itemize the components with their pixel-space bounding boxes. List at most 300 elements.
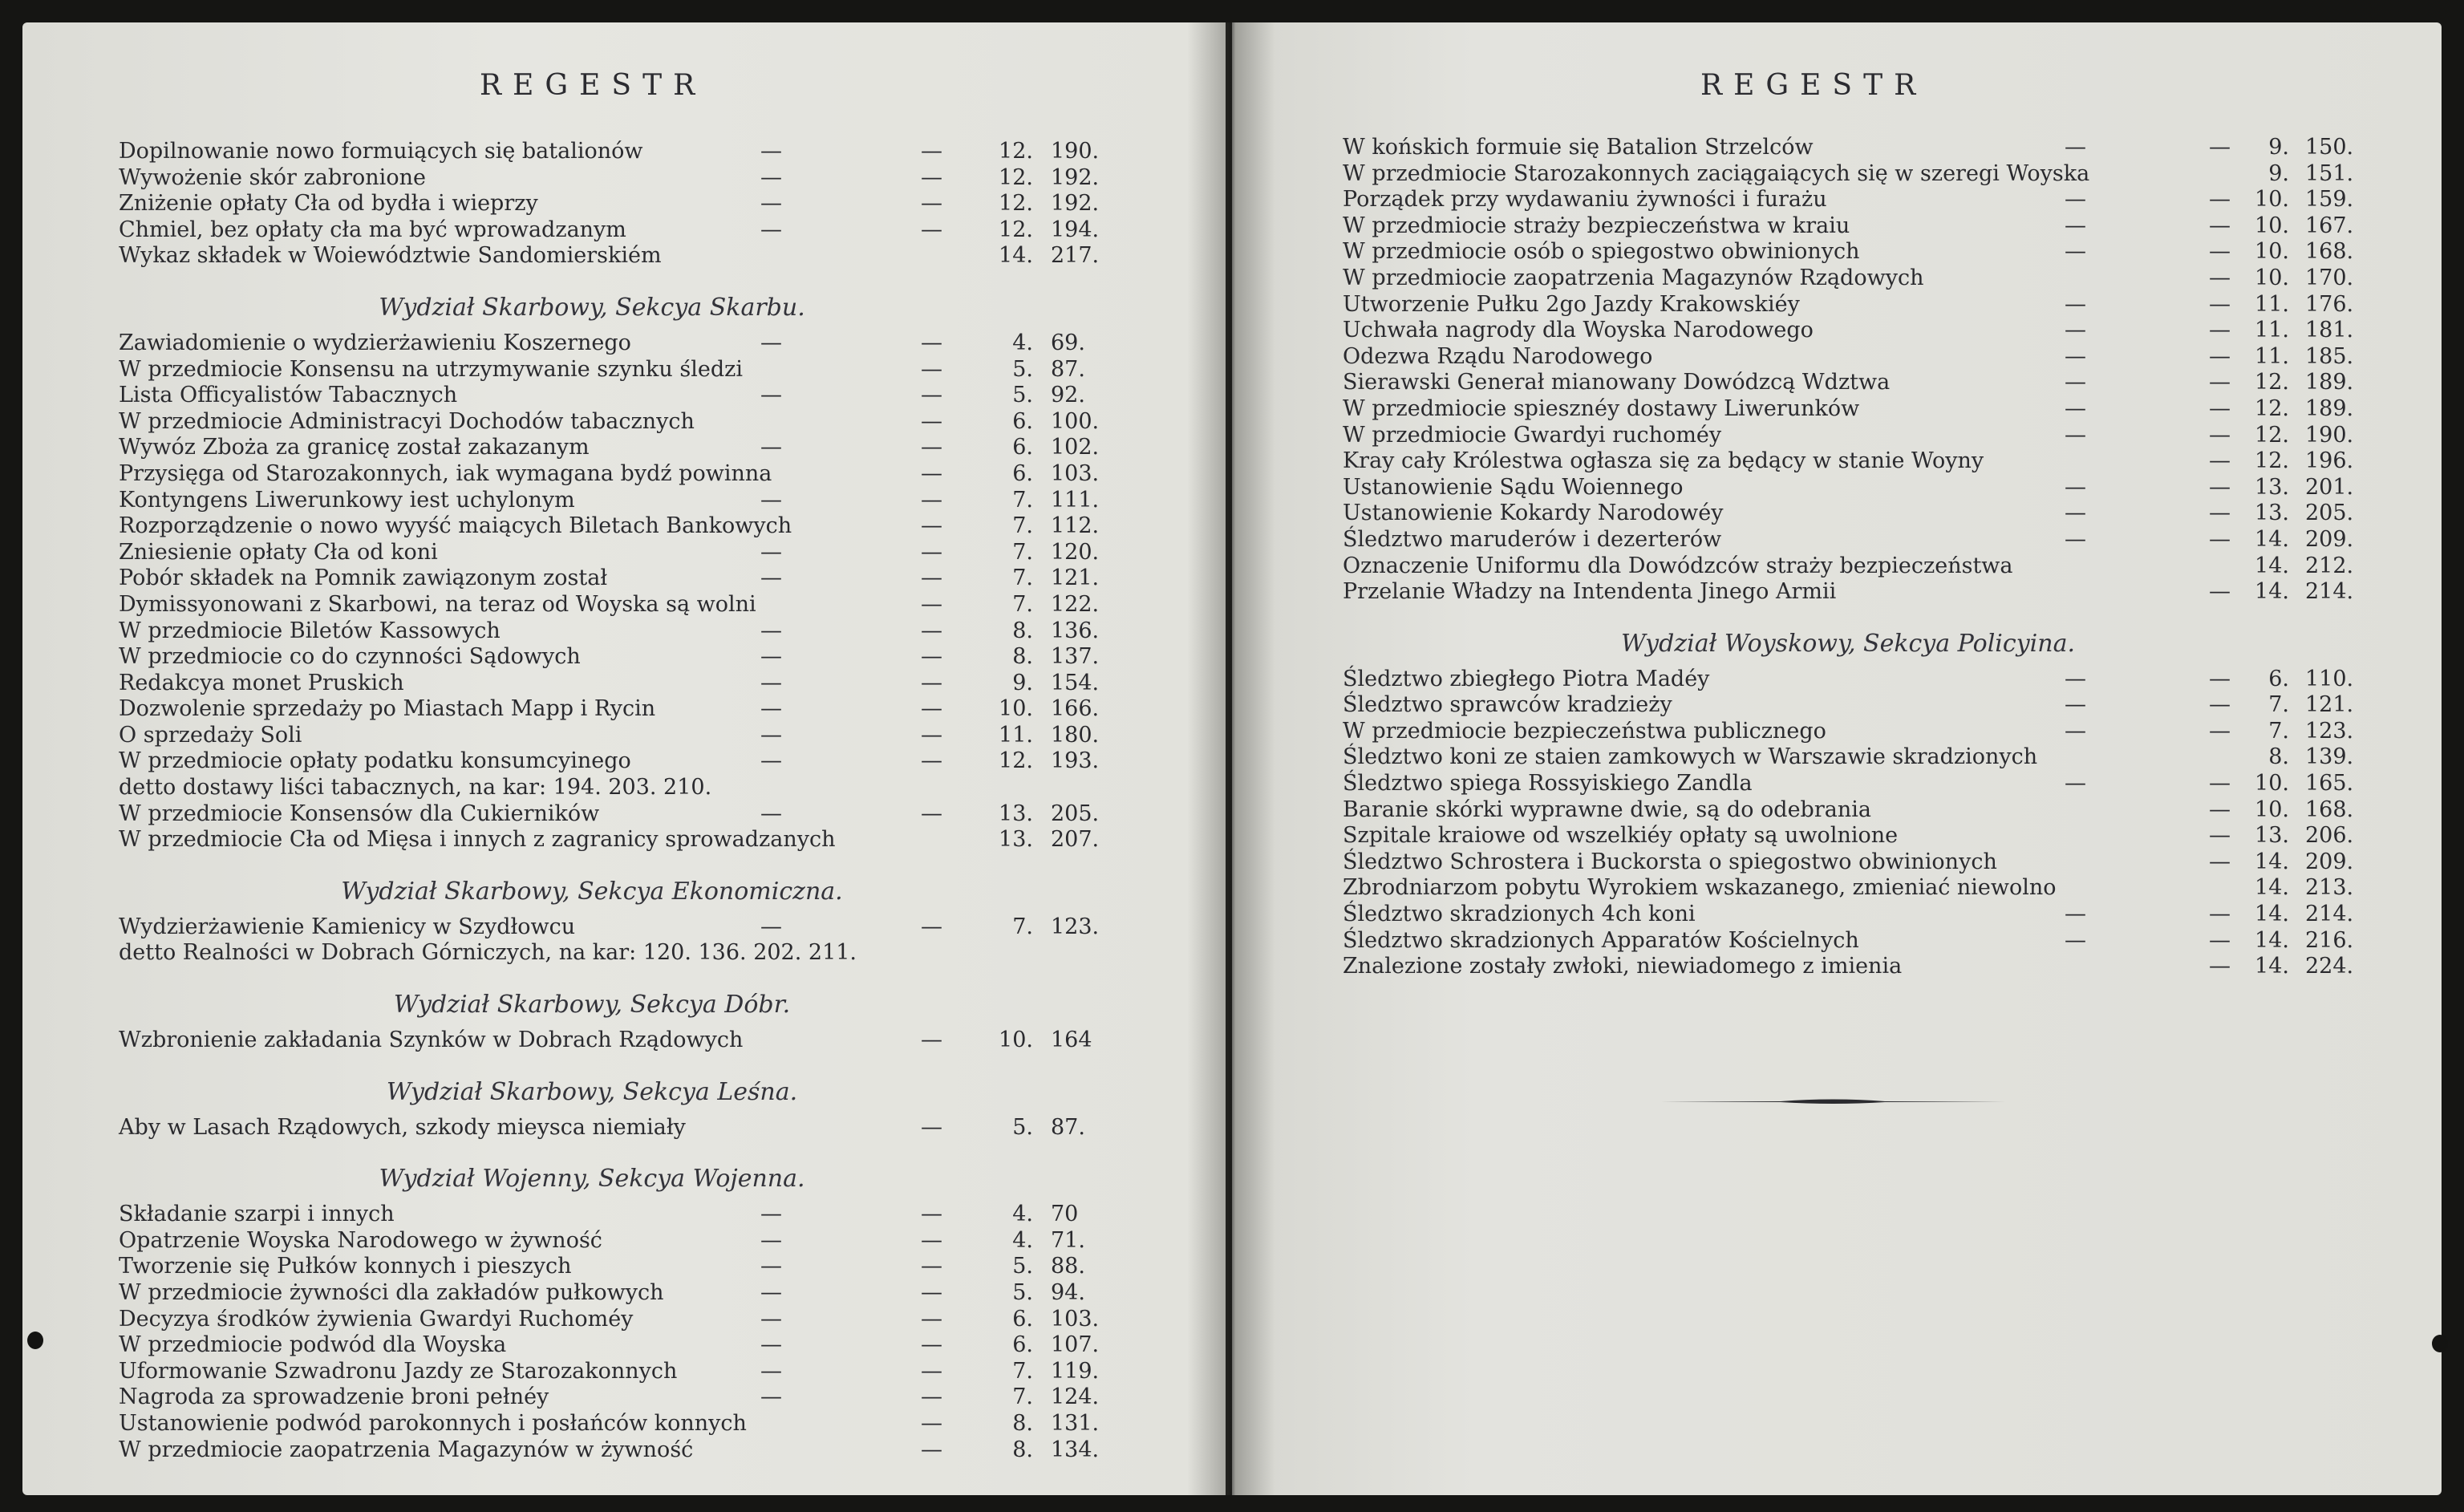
binding-hole [27, 1332, 43, 1349]
index-entry [119, 940, 1129, 967]
entry-title: W przedmiocie Starozakonnych zaciągaiących się w szeregi Woyska [1343, 160, 2090, 186]
index-entry [1343, 797, 2377, 824]
entry-title: Śledztwo zbiegłego Piotra Madéy [1343, 666, 1710, 691]
end-ornament-rule [1660, 1098, 2005, 1105]
page-number: 224. [2305, 954, 2354, 979]
index-entry [1343, 344, 2377, 371]
leader-dash: — [760, 1202, 782, 1227]
issue-number: 10. [2255, 187, 2289, 213]
entry-title: Śledztwo maruderów i dezerterów [1343, 526, 1722, 552]
entry-title: Zbrodniarzom pobytu Wyrokiem wskazanego, zmieniać niewolno [1343, 875, 2057, 901]
leader-dash: — [2209, 343, 2231, 369]
index-entry [119, 565, 1129, 592]
index-entry [119, 748, 1129, 775]
index-entry [119, 1202, 1129, 1228]
page-number: 120. [1051, 539, 1100, 565]
page-number: 185. [2305, 343, 2354, 369]
page-number: 205. [2305, 501, 2354, 526]
entry-title: W przedmiocie zaopatrzenia Magazynów Rządowych [1343, 265, 1924, 290]
issue-number: 12. [999, 217, 1033, 242]
entry-title: Baranie skórki wyprawne dwie, są do odebrania [1343, 797, 1871, 822]
issue-number: 5. [1012, 383, 1033, 408]
leader-dash: — [2209, 187, 2231, 213]
page-number: 134. [1051, 1437, 1100, 1462]
leader-dash: — [2209, 954, 2231, 979]
entry-title: detto Realności w Dobrach Górniczych, na kar: 120. 136. 202. 211. [119, 940, 857, 966]
index-entry [1343, 954, 2377, 980]
index-entry [1343, 161, 2377, 188]
page-number: 69. [1051, 330, 1085, 355]
entry-title: W przedmiocie podwód dla Woyska [119, 1332, 507, 1358]
leader-dash: — [921, 696, 942, 722]
entry-title: Chmiel, bez opłaty cła ma być wprowadzanym [119, 217, 626, 242]
issue-number: 12. [2255, 370, 2289, 395]
leader-dash: — [760, 644, 782, 670]
page-number: 111. [1051, 487, 1100, 513]
entry-title: W przedmiocie straży bezpieczeństwa w kraiu [1343, 213, 1850, 238]
issue-number: 14. [2255, 553, 2289, 578]
issue-number: 7. [1012, 1384, 1033, 1410]
leader-dash: — [921, 460, 942, 486]
page-number: 70 [1051, 1202, 1079, 1227]
section-heading: Wydział Skarbowy, Sekcya Leśna. [386, 1077, 798, 1106]
entry-title: Dozwolenie sprzedaży po Miastach Mapp i Rycin [119, 696, 656, 722]
page-number: 110. [2305, 666, 2354, 691]
page-number: 207. [1051, 827, 1100, 853]
entry-title: Wzbronienie zakładania Szynków w Dobrach Rządowych [119, 1028, 744, 1053]
right-page [1232, 22, 2442, 1495]
issue-number: 10. [2255, 265, 2289, 290]
issue-number: 7. [1012, 565, 1033, 591]
page-number: 205. [1051, 801, 1100, 826]
page-number: 100. [1051, 408, 1100, 434]
leader-dash: — [921, 487, 942, 513]
index-entry [1343, 396, 2377, 423]
leader-dash: — [921, 618, 942, 643]
page-number: 209. [2305, 526, 2354, 552]
entry-title: Kontyngens Liwerunkowy iest uchylonym [119, 487, 575, 513]
leader-dash: — [2209, 501, 2231, 526]
page-number: 107. [1051, 1332, 1100, 1358]
entry-title: Pobór składek na Pomnik zawiązonym został [119, 565, 608, 591]
page-number: 192. [1051, 191, 1100, 217]
issue-number: 11. [2255, 343, 2289, 369]
issue-number: 12. [2255, 422, 2289, 448]
entry-title: W przedmiocie żywności dla zakładów pułkowych [119, 1280, 664, 1305]
page-number: 214. [2305, 579, 2354, 605]
leader-dash: — [921, 330, 942, 355]
index-entry [1343, 902, 2377, 928]
page-number: 137. [1051, 644, 1100, 670]
entry-title: Opatrzenie Woyska Narodowego w żywność [119, 1227, 602, 1253]
leader-dash: — [760, 487, 782, 513]
leader-dash: — [760, 1280, 782, 1305]
leader-dash: — [760, 1227, 782, 1253]
index-entry [119, 1384, 1129, 1411]
page-number: 88. [1051, 1254, 1085, 1279]
left-page [22, 22, 1226, 1495]
issue-number: 13. [999, 801, 1033, 826]
page-number: 170. [2305, 265, 2354, 290]
leader-dash: — [921, 801, 942, 826]
index-entry [1343, 875, 2377, 902]
entry-title: Decyzya środków żywienia Gwardyi Ruchoméy [119, 1306, 634, 1332]
index-entry [119, 1028, 1129, 1054]
index-entry [119, 357, 1129, 383]
page-number: 209. [2305, 849, 2354, 874]
issue-number: 4. [1012, 330, 1033, 355]
entry-title: Śledztwo skradzionych 4ch koni [1343, 902, 1696, 927]
issue-number: 6. [1012, 408, 1033, 434]
index-entry [119, 1307, 1129, 1333]
page-number: 123. [2305, 718, 2354, 744]
leader-dash: — [2065, 692, 2086, 718]
leader-dash: — [2209, 422, 2231, 448]
index-entry [1343, 928, 2377, 955]
leader-dash: — [760, 722, 782, 748]
entry-title: Redakcya monet Pruskich [119, 670, 404, 695]
index-entry [1343, 527, 2377, 553]
page-number: 168. [2305, 239, 2354, 265]
entry-title: Wydzierżawienie Kamienicy w Szydłowcu [119, 914, 576, 939]
leader-dash: — [2065, 395, 2086, 421]
leader-dash: — [921, 139, 942, 164]
entry-title: Utworzenie Pułku 2go Jazdy Krakowskiéy [1343, 291, 1800, 317]
leader-dash: — [760, 435, 782, 460]
leader-dash: — [921, 1114, 942, 1140]
entry-title: Tworzenie się Pułków konnych i pieszych [119, 1254, 572, 1279]
entry-title: W przedmiocie co do czynności Sądowych [119, 644, 581, 670]
issue-number: 8. [1012, 1437, 1033, 1462]
entry-title: Dopilnowanie nowo formuiących się batalionów [119, 139, 643, 164]
group-spacer [119, 270, 1129, 286]
index-entry [1343, 213, 2377, 240]
leader-dash: — [2209, 579, 2231, 605]
index-entry [1343, 667, 2377, 693]
entry-title: W przedmiocie Cła od Mięsa i innych z zagranicy sprowadzanych [119, 827, 836, 853]
index-entry [119, 1228, 1129, 1255]
index-entry [119, 139, 1129, 165]
page-number: 151. [2305, 160, 2354, 186]
index-entry [119, 723, 1129, 749]
page-number: 164 [1051, 1028, 1092, 1053]
entry-title: Śledztwo koni ze staien zamkowych w Warszawie skradzionych [1343, 744, 2038, 770]
entry-title: Aby w Lasach Rządowych, szkody mieysca niemiały [119, 1114, 686, 1140]
leader-dash: — [2065, 474, 2086, 500]
issue-number: 6. [2268, 666, 2289, 691]
index-entry [119, 383, 1129, 409]
page-number: 216. [2305, 927, 2354, 953]
leader-dash: — [760, 217, 782, 242]
index-entry [119, 1411, 1129, 1437]
section-heading: Wydział Skarbowy, Sekcya Skarbu. [379, 293, 805, 322]
issue-number: 11. [999, 722, 1033, 748]
entry-title: Wywożenie skór zabronione [119, 164, 426, 190]
leader-dash: — [921, 383, 942, 408]
leader-dash: — [760, 670, 782, 695]
entry-title: Nagroda za sprowadzenie broni pełnéy [119, 1384, 549, 1410]
leader-dash: — [2065, 370, 2086, 395]
page-number: 192. [1051, 164, 1100, 190]
entry-title: Przelanie Władzy na Intendenta Jinego Armii [1343, 579, 1837, 605]
leader-dash: — [760, 383, 782, 408]
leader-dash: — [2209, 666, 2231, 691]
issue-number: 8. [2268, 744, 2289, 770]
entry-title: W przedmiocie Administracyi Dochodów tabacznych [119, 408, 695, 434]
entry-title: Wykaz składek w Woiewództwie Sandomierskiém [119, 243, 662, 269]
page-number: 102. [1051, 435, 1100, 460]
leader-dash: — [921, 356, 942, 382]
leader-dash: — [2065, 135, 2086, 160]
issue-number: 6. [1012, 1332, 1033, 1358]
index-entry [1343, 553, 2377, 580]
leader-dash: — [2065, 318, 2086, 343]
index-entry [119, 696, 1129, 723]
page-number: 92. [1051, 383, 1085, 408]
page-number: 112. [1051, 513, 1100, 539]
issue-number: 7. [2268, 718, 2289, 744]
index-entry [119, 801, 1129, 828]
issue-number: 14. [2255, 954, 2289, 979]
entry-title: Sierawski Generał mianowany Dowódzcą Wdztwa [1343, 370, 1891, 395]
issue-number: 13. [2255, 501, 2289, 526]
issue-number: 14. [2255, 902, 2289, 927]
entry-title: Znalezione zostały zwłoki, niewiadomego z imienia [1343, 954, 1903, 979]
issue-number: 5. [1012, 1280, 1033, 1305]
issue-number: 10. [2255, 797, 2289, 822]
page-number: 190. [2305, 422, 2354, 448]
entry-title: W przedmiocie spiesznéy dostawy Liwerunków [1343, 395, 1860, 421]
leader-dash: — [921, 191, 942, 217]
entry-title: Śledztwo sprawców kradzieży [1343, 692, 1672, 718]
leader-dash: — [2209, 797, 2231, 822]
index-entry [1343, 744, 2377, 771]
leader-dash: — [921, 565, 942, 591]
leader-dash: — [760, 1358, 782, 1384]
index-entry [1343, 823, 2377, 849]
leader-dash: — [2209, 526, 2231, 552]
issue-number: 8. [1012, 1410, 1033, 1436]
leader-dash: — [921, 1410, 942, 1436]
page-number: 159. [2305, 187, 2354, 213]
page-number: 131. [1051, 1410, 1100, 1436]
leader-dash: — [921, 164, 942, 190]
section-heading: Wydział Wojenny, Sekcya Wojenna. [379, 1165, 805, 1194]
leader-dash: — [2209, 474, 2231, 500]
leader-dash: — [2209, 265, 2231, 290]
page-number: 193. [1051, 748, 1100, 774]
page-number: 94. [1051, 1280, 1085, 1305]
entry-title: W przedmiocie bezpieczeństwa publicznego [1343, 718, 1826, 744]
index-entry [119, 217, 1129, 244]
issue-number: 5. [1012, 1114, 1033, 1140]
page-number: 206. [2305, 823, 2354, 849]
leader-dash: — [2209, 318, 2231, 343]
group-spacer [119, 1141, 1129, 1157]
page-number: 103. [1051, 460, 1100, 486]
index-entry [119, 618, 1129, 645]
group-spacer [119, 967, 1129, 983]
page-number: 136. [1051, 618, 1100, 643]
leader-dash: — [921, 1227, 942, 1253]
leader-dash: — [2065, 213, 2086, 238]
index-entry [119, 592, 1129, 618]
binding-hole [2432, 1335, 2448, 1352]
leader-dash: — [760, 1254, 782, 1279]
page-number: 213. [2305, 875, 2354, 901]
entry-title: Dymissyonowani z Skarbowi, na teraz od Woyska są wolni [119, 591, 756, 617]
index-entry [1343, 266, 2377, 292]
page-number: 167. [2305, 213, 2354, 238]
leader-dash: — [2209, 448, 2231, 474]
leader-dash: — [2209, 135, 2231, 160]
entry-title: W przedmiocie Konsensów dla Cukierników [119, 801, 600, 826]
issue-number: 13. [2255, 474, 2289, 500]
page-number: 201. [2305, 474, 2354, 500]
leader-dash: — [921, 1202, 942, 1227]
page-number: 87. [1051, 356, 1085, 382]
leader-dash: — [921, 670, 942, 695]
index-entry [119, 540, 1129, 566]
index-entry [119, 1115, 1129, 1141]
issue-number: 13. [2255, 823, 2289, 849]
index-entry [1343, 501, 2377, 527]
issue-number: 14. [2255, 579, 2289, 605]
right-index-column [1343, 135, 2377, 980]
entry-title: W przedmiocie osób o spiegostwo obwinionych [1343, 239, 1860, 265]
page-number: 121. [2305, 692, 2354, 718]
index-entry [1343, 370, 2377, 396]
entry-title: W przedmiocie Biletów Kassowych [119, 618, 500, 643]
leader-dash: — [2209, 927, 2231, 953]
index-entry [119, 1332, 1129, 1359]
entry-title: Składanie szarpi i innych [119, 1202, 395, 1227]
issue-number: 12. [2255, 448, 2289, 474]
issue-number: 7. [1012, 487, 1033, 513]
entry-title: W przedmiocie Gwardyi ruchoméy [1343, 422, 1722, 448]
page-number: 176. [2305, 291, 2354, 317]
leader-dash: — [2209, 213, 2231, 238]
index-entry [119, 409, 1129, 436]
issue-number: 7. [1012, 513, 1033, 539]
issue-number: 10. [2255, 771, 2289, 797]
leader-dash: — [2209, 239, 2231, 265]
section-heading: Wydział Woyskowy, Sekcya Policyina. [1620, 629, 2075, 658]
index-entry [119, 827, 1129, 853]
leader-dash: — [2065, 927, 2086, 953]
issue-number: 14. [999, 243, 1033, 269]
entry-title: Zawiadomienie o wydzierżawieniu Koszernego [119, 330, 631, 355]
index-entry [119, 330, 1129, 357]
entry-title: Śledztwo skradzionych Apparatów Kościelnych [1343, 927, 1859, 953]
page-number: 181. [2305, 318, 2354, 343]
entry-title: Ustanowienie Sądu Woiennego [1343, 474, 1684, 500]
entry-title: detto dostawy liści tabacznych, na kar: 194. 203. 210. [119, 775, 712, 801]
entry-title: Szpitale kraiowe od wszelkiéy opłaty są uwolnione [1343, 823, 1899, 849]
page-number: 139. [2305, 744, 2354, 770]
entry-title: Wywóz Zboża za granicę został zakazanym [119, 435, 590, 460]
entry-title: Uchwała nagrody dla Woyska Narodowego [1343, 318, 1814, 343]
index-entry [1343, 423, 2377, 449]
leader-dash: — [760, 696, 782, 722]
index-entry [119, 671, 1129, 697]
leader-dash: — [760, 139, 782, 164]
leader-dash: — [760, 330, 782, 355]
left-index-column [119, 139, 1129, 1463]
page-number: 71. [1051, 1227, 1085, 1253]
issue-number: 12. [999, 139, 1033, 164]
leader-dash: — [2065, 187, 2086, 213]
index-entry [1343, 579, 2377, 606]
leader-dash: — [760, 1332, 782, 1358]
leader-dash: — [2209, 370, 2231, 395]
page-number: 180. [1051, 722, 1100, 748]
issue-number: 5. [1012, 1254, 1033, 1279]
group-spacer [1343, 606, 2377, 622]
entry-title: Ustanowienie Kokardy Narodowéy [1343, 501, 1724, 526]
section-heading: Wydział Skarbowy, Sekcya Ekonomiczna. [341, 877, 843, 906]
issue-number: 8. [1012, 644, 1033, 670]
leader-dash: — [2065, 902, 2086, 927]
index-entry [119, 1254, 1129, 1280]
leader-dash: — [2209, 692, 2231, 718]
page-number: 214. [2305, 902, 2354, 927]
leader-dash: — [2065, 501, 2086, 526]
leader-dash: — [2065, 291, 2086, 317]
page-number: 119. [1051, 1358, 1100, 1384]
index-entry [1343, 771, 2377, 797]
page-number: 194. [1051, 217, 1100, 242]
index-entry [1343, 849, 2377, 876]
issue-number: 6. [1012, 435, 1033, 460]
issue-number: 7. [1012, 539, 1033, 565]
index-entry [1343, 187, 2377, 213]
leader-dash: — [921, 1254, 942, 1279]
leader-dash: — [921, 748, 942, 774]
leader-dash: — [2209, 902, 2231, 927]
leader-dash: — [2209, 395, 2231, 421]
index-entry [119, 513, 1129, 540]
issue-number: 6. [1012, 460, 1033, 486]
entry-title: Zniżenie opłaty Cła od bydła i wieprzy [119, 191, 538, 217]
entry-title: Śledztwo Schrostera i Buckorsta o spiegostwo obwinionych [1343, 849, 1997, 874]
leader-dash: — [921, 1437, 942, 1462]
page-number: 166. [1051, 696, 1100, 722]
page-number: 196. [2305, 448, 2354, 474]
issue-number: 13. [999, 827, 1033, 853]
entry-title: O sprzedaży Soli [119, 722, 302, 748]
index-entry [119, 488, 1129, 514]
entry-title: Porządek przy wydawaniu żywności i furażu [1343, 187, 1827, 213]
entry-title: Zniesienie opłaty Cła od koni [119, 539, 438, 565]
index-entry [119, 165, 1129, 192]
entry-title: Oznaczenie Uniformu dla Dowódzców straży bezpieczeństwa [1343, 553, 2013, 578]
issue-number: 7. [1012, 914, 1033, 939]
index-entry [119, 914, 1129, 941]
group-spacer [119, 1054, 1129, 1070]
leader-dash: — [921, 914, 942, 939]
entry-title: W przedmiocie Konsensu na utrzymywanie szynku śledzi [119, 356, 743, 382]
issue-number: 5. [1012, 356, 1033, 382]
page-number: 212. [2305, 553, 2354, 578]
index-entry [119, 1359, 1129, 1385]
entry-title: W końskich formuie się Batalion Strzelców [1343, 135, 1814, 160]
issue-number: 8. [1012, 618, 1033, 643]
leader-dash: — [760, 914, 782, 939]
leader-dash: — [921, 539, 942, 565]
index-entry [119, 461, 1129, 488]
entry-title: Lista Officyalistów Tabacznych [119, 383, 458, 408]
